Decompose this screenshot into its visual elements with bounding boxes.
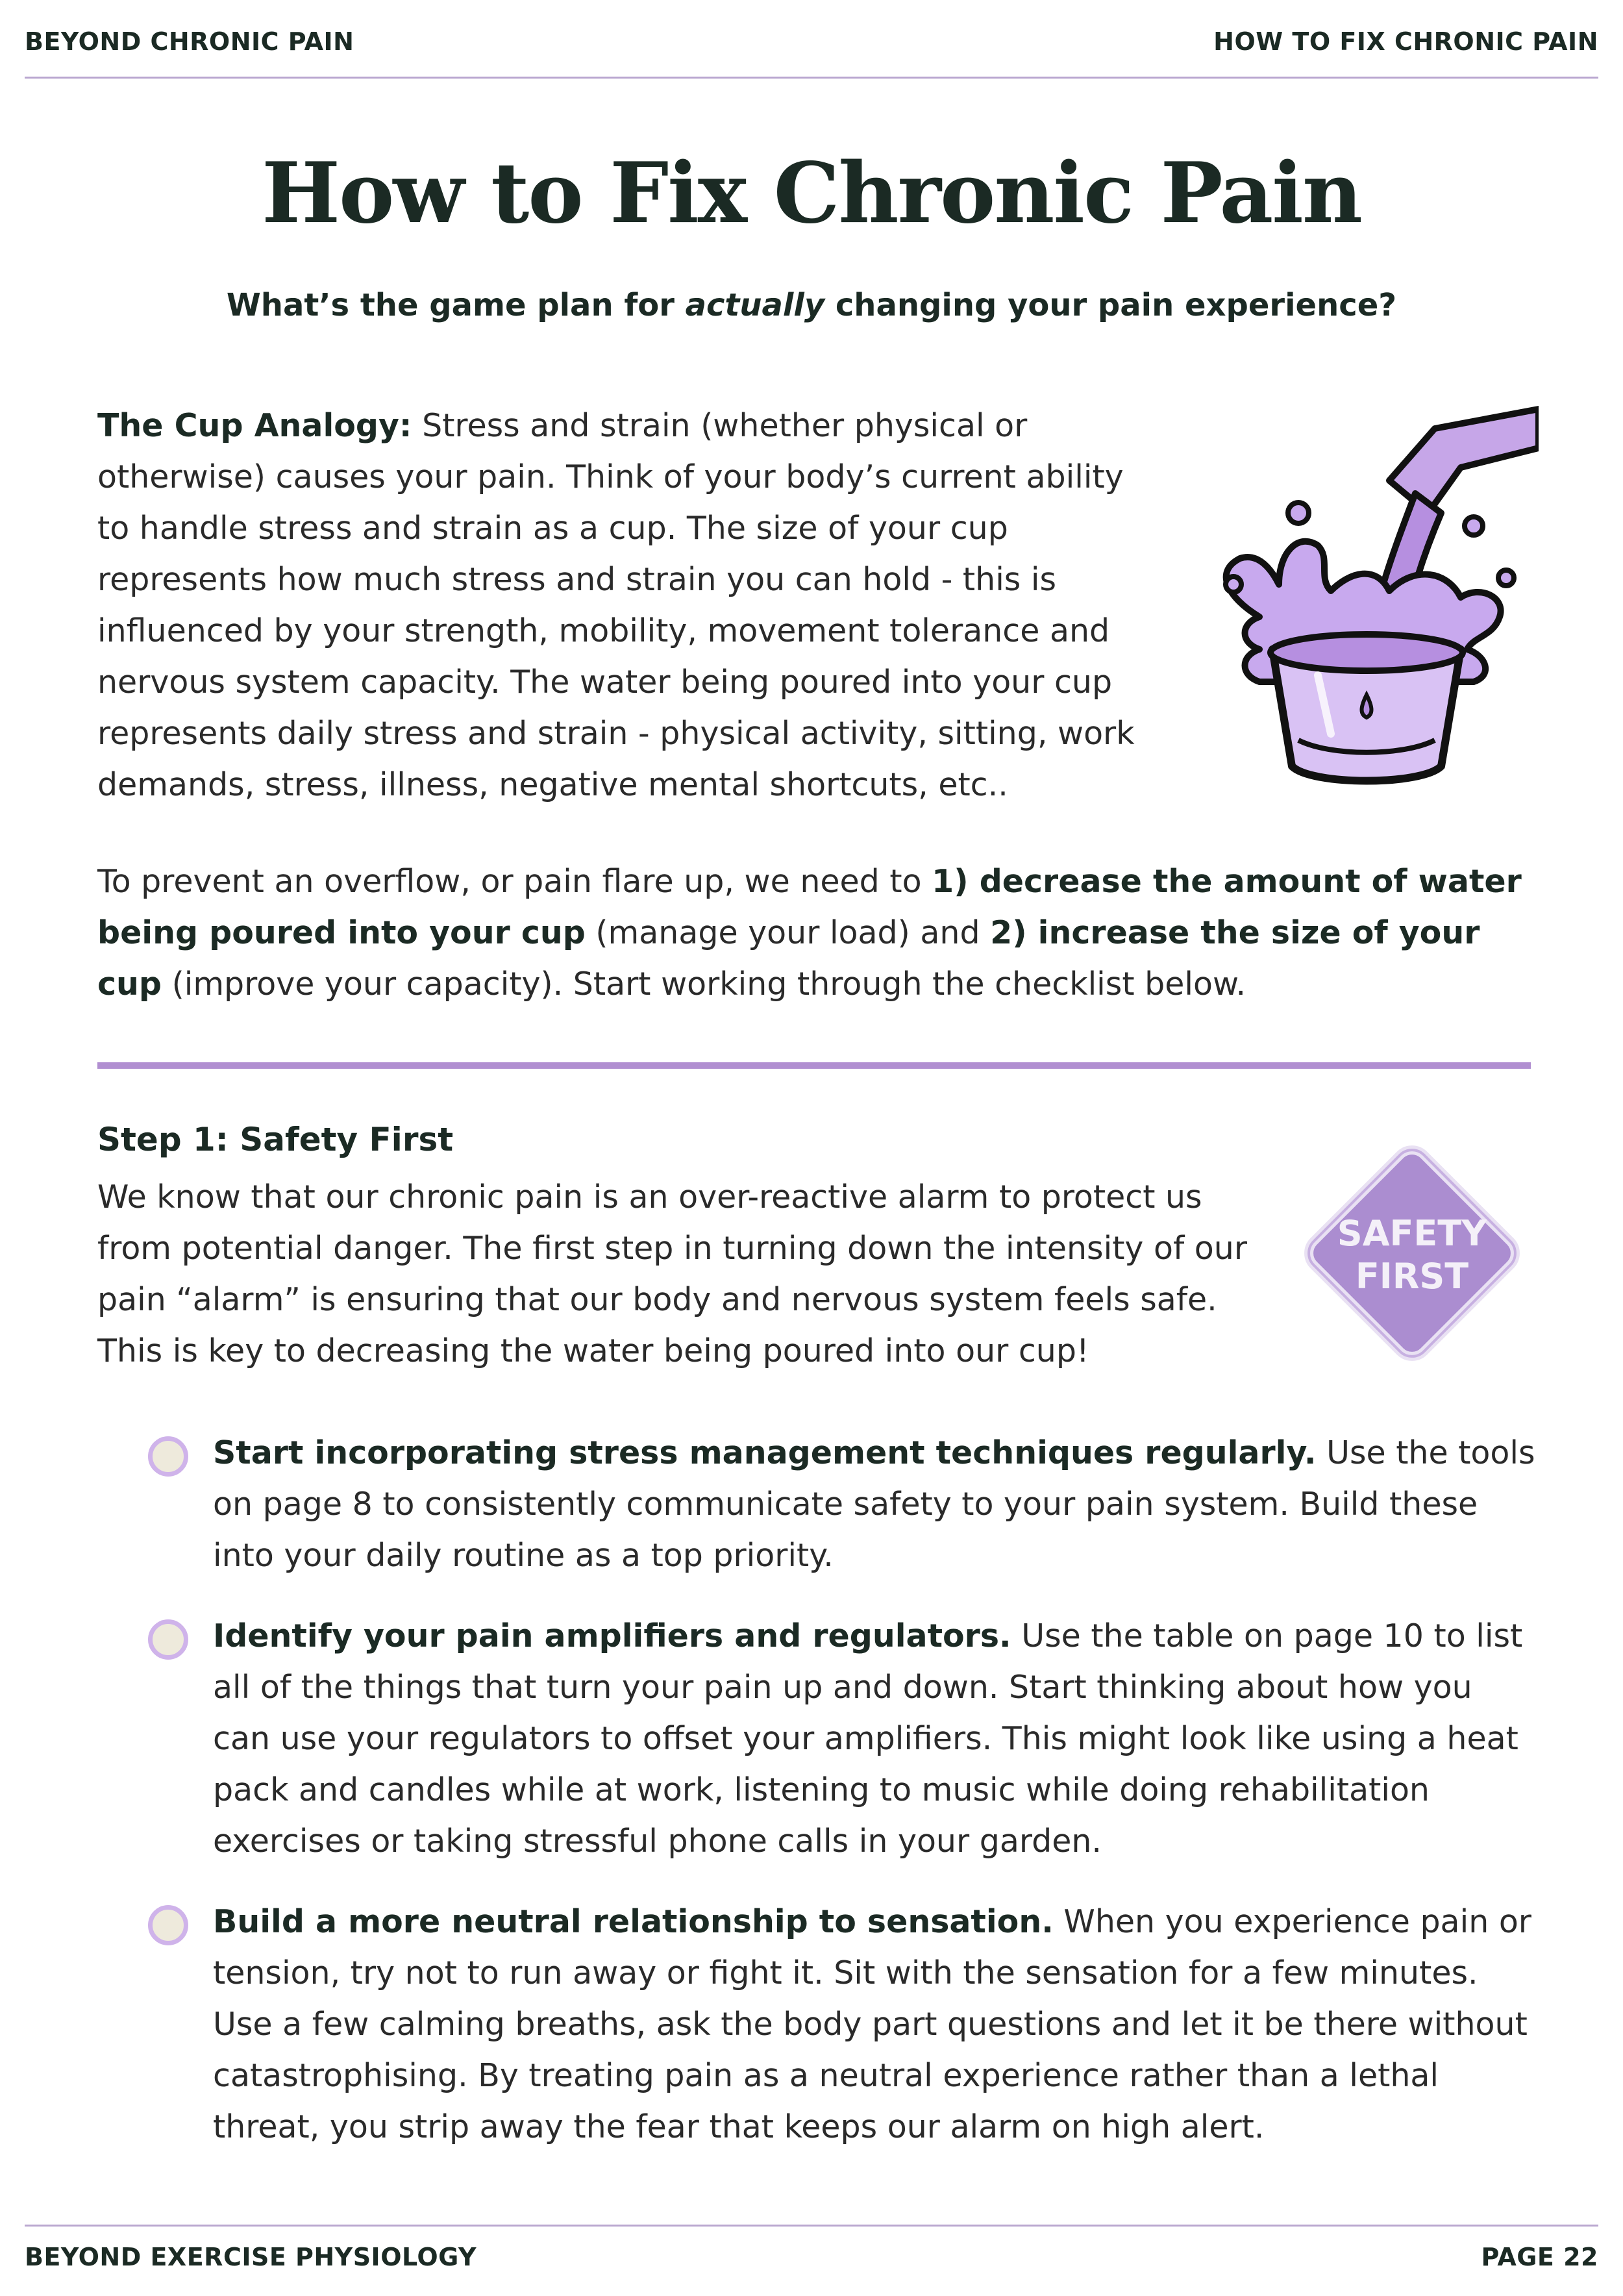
header-right: HOW TO FIX CHRONIC PAIN <box>1213 27 1598 56</box>
page-number: PAGE 22 <box>1481 2243 1598 2271</box>
prevent-paragraph <box>97 856 1539 1010</box>
header-divider <box>25 77 1598 79</box>
checklist-item-bold: Build a more neutral relationship to sensation. <box>213 1903 1054 1940</box>
checklist-item <box>213 1610 1537 1867</box>
prevent-text-3: (improve your capacity). Start working through the checklist below. <box>162 966 1246 1003</box>
cup-analogy-paragraph <box>97 400 1156 810</box>
page-header <box>25 27 1598 56</box>
footer-divider <box>25 2225 1598 2227</box>
section-divider <box>97 1062 1531 1069</box>
cup-analogy-label: The Cup Analogy: <box>97 407 412 444</box>
prevent-bold-2: 2) increase the size of your cup <box>97 914 1480 1003</box>
subtitle-text: What’s the game plan for <box>226 287 686 323</box>
subtitle-emphasis: actually <box>685 287 825 323</box>
cup-pouring-icon <box>1201 403 1539 792</box>
step-1-title: Step 1: Safety First <box>97 1121 454 1158</box>
checklist-item-bold: Start incorporating stress management techniques regularly. <box>213 1434 1317 1471</box>
page-title: How to Fix Chronic Pain <box>262 145 1361 242</box>
checklist-item <box>213 1427 1537 1581</box>
checklist-item-text: Use the table on page 10 to list all of the things that turn your pain up and down. Start thinking about how you can use your regulators to offset your amplifiers. This might look like using a heat pack and candles while at work, listening to music while doing rehabilitation exercises or taking stressful phone calls in your garden. <box>213 1617 1523 1860</box>
page-subtitle <box>0 287 1623 323</box>
header-left: BEYOND CHRONIC PAIN <box>25 27 354 56</box>
checklist-checkbox[interactable] <box>148 1619 188 1660</box>
step-1-paragraph: We know that our chronic pain is an over-reactive alarm to protect us from potential danger. The first step in turning down the intensity of our pain “alarm” is ensuring that our body and nervous system feels safe. This is key to decreasing the water being poured into our cup! <box>97 1179 1247 1369</box>
sign-line-2: FIRST <box>1355 1256 1469 1297</box>
prevent-bold-1: 1) decrease the amount of water being poured into your cup <box>97 863 1522 951</box>
cup-analogy-text: Stress and strain (whether physical or otherwise) causes your pain. Think of your body’s current ability to handle stress and strain as a cup. The size of your cup represents how much stress and strain you can hold - this is influenced by your strength, mobility, movement tolerance and nervous system capacity. The water being poured into your cup represents daily stress and strain - physical activity, sitting, work demands, stress, illness, negative mental shortcuts, etc.. <box>97 407 1135 803</box>
footer-left: BEYOND EXERCISE PHYSIOLOGY <box>25 2243 477 2271</box>
subtitle-text-end: changing your pain experience? <box>824 287 1397 323</box>
checklist-checkbox[interactable] <box>148 1905 188 1945</box>
checklist-item-bold: Identify your pain amplifiers and regulators. <box>213 1617 1011 1654</box>
checklist-checkbox[interactable] <box>148 1436 188 1477</box>
checklist-item <box>213 1896 1537 2152</box>
prevent-text-1: To prevent an overflow, or pain flare up, we need to <box>97 863 932 900</box>
checklist-item-text: When you experience pain or tension, try not to run away or fight it. Sit with the sensation for a few minutes. Use a few calming breaths, ask the body part questions and let it be there without catastrophising. By treating pain as a neutral experience rather than a lethal threat, you strip away the fear that keeps our alarm on high alert. <box>213 1903 1531 2145</box>
prevent-text-2: (manage your load) and <box>585 914 991 951</box>
sign-line-1: SAFETY <box>1337 1213 1487 1254</box>
safety-first-sign-icon <box>1289 1130 1535 1377</box>
checklist-item-text: Use the tools on page 8 to consistently communicate safety to your pain system. Build these into your daily routine as a top priority. <box>213 1434 1535 1574</box>
page-footer <box>25 2243 1598 2271</box>
